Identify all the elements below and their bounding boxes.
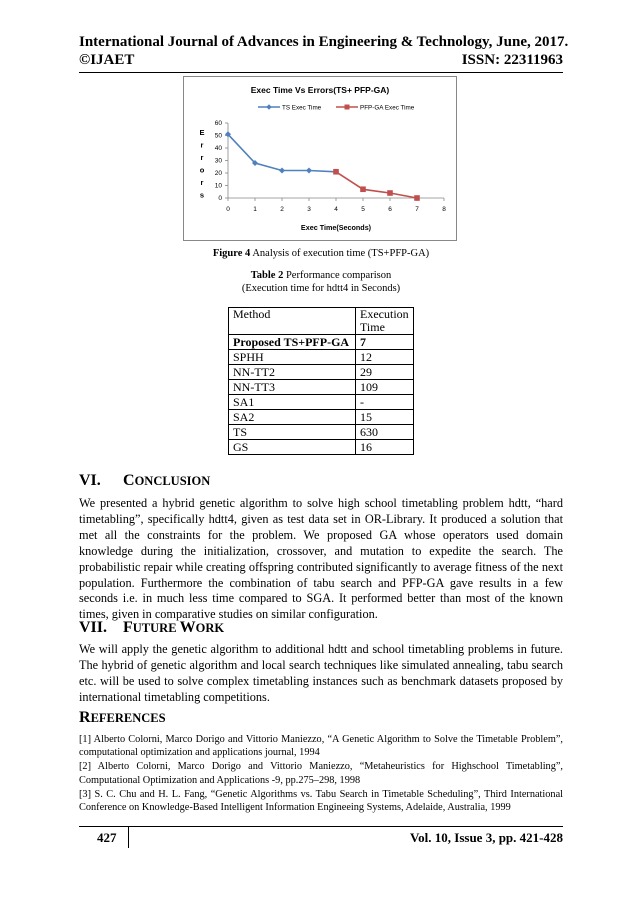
cell-time: 630	[356, 425, 414, 440]
y-tick-label: 10	[214, 182, 222, 190]
x-tick-label: 6	[388, 206, 392, 213]
performance-table	[228, 307, 414, 455]
cell-method: NN-TT3	[229, 380, 356, 395]
section-heading-conclusion: VI. CONCLUSION	[79, 472, 211, 489]
data-point	[387, 190, 393, 196]
y-tick-label: 60	[214, 120, 222, 128]
y-tick-label: 0	[218, 195, 222, 203]
conclusion-paragraph: We presented a hybrid genetic algorithm to solve high school timetabling problem hdtt, “hard timetabling”, specifically hdtt4, given as test data set in OR-Library. It produced a solution that met all the constraints for the problem. We proposed GA whose operators used domain knowledge during the initialization, crossover, and mutation to expedite the search. The probabilistic repair while creating offspring contributed significantly to average fitness of the next population. Furthermore the combination of tabu search and PFP-GA gave results in a few seconds i.e. in much less time compared to SGA. It performed better than most of the known times, given in comparative studies on similar configuration.	[79, 496, 563, 622]
journal-title: International Journal of Advances in Engineering & Technology, June, 2017.	[79, 34, 569, 50]
table-row	[229, 335, 414, 350]
series-line-1	[336, 172, 417, 198]
cell-time: 109	[356, 380, 414, 395]
series-line-0	[228, 134, 336, 172]
x-axis-label: Exec Time(Seconds)	[300, 223, 372, 232]
cell-time: 12	[356, 350, 414, 365]
table-row	[229, 440, 414, 455]
y-axis-label-char: r	[200, 153, 204, 162]
cell-time: -	[356, 395, 414, 410]
x-tick-label: 7	[415, 206, 419, 213]
header-rule	[79, 72, 563, 73]
legend-label-0: TS Exec Time	[282, 104, 322, 112]
table-row	[229, 425, 414, 440]
cell-method: GS	[229, 440, 356, 455]
y-tick-label: 30	[214, 157, 222, 165]
cell-time: 7	[356, 335, 414, 350]
cell-method: Proposed TS+PFP-GA	[229, 335, 356, 350]
y-tick-label: 50	[214, 132, 222, 140]
cell-method: TS	[229, 425, 356, 440]
figure-caption: Figure 4 Analysis of execution time (TS+PFP-GA)	[212, 248, 430, 259]
legend-marker-0	[266, 104, 271, 109]
page-number: 427	[97, 830, 117, 845]
cell-time: 16	[356, 440, 414, 455]
x-tick-label: 2	[280, 206, 284, 213]
table-caption-line2: (Execution time for hdtt4 in Seconds)	[241, 283, 401, 294]
issn: ISSN: 22311963	[461, 52, 563, 68]
table-row	[229, 380, 414, 395]
footer-separator	[128, 827, 129, 848]
section-heading-future-work: VII. FUTURE WORK	[79, 619, 225, 636]
y-axis-label-char: s	[199, 190, 205, 200]
header-line-2	[79, 52, 563, 69]
table-caption: Table 2 Performance comparison	[250, 270, 392, 281]
table-row	[229, 410, 414, 425]
chart-title: Exec Time Vs Errors(TS+ PFP-GA)	[250, 85, 390, 95]
x-tick-label: 5	[361, 206, 365, 213]
cell-method: SA2	[229, 410, 356, 425]
y-axis-label-char: r	[200, 178, 204, 187]
y-tick-label: 40	[214, 145, 222, 153]
future-work-paragraph: We will apply the genetic algorithm to additional hdtt and school timetabling problems in future. The hybrid of genetic algorithm and local search techniques like simulated annealing, tabu search etc. will be used to solve complex timetabling instances such as benchmark datasets proposed by international timetabling competitions.	[79, 642, 563, 704]
cell-time: 15	[356, 410, 414, 425]
copyright: ©IJAET	[79, 52, 135, 68]
x-tick-label: 0	[226, 206, 230, 213]
data-point	[360, 186, 366, 192]
y-axis-label-char: r	[200, 140, 204, 150]
data-point	[306, 168, 312, 174]
volume-info: Vol. 10, Issue 3, pp. 421-428	[409, 830, 563, 845]
chart-svg	[184, 77, 456, 240]
legend-label-1: PFP-GA Exec Time	[360, 104, 415, 112]
header-exec-time: Execution Time	[356, 308, 414, 335]
y-axis-label-char: E	[199, 128, 205, 137]
table-header-row	[229, 308, 414, 335]
y-tick-label: 20	[214, 170, 222, 178]
table-row	[229, 365, 414, 380]
x-tick-label: 1	[253, 206, 257, 213]
header-method: Method	[229, 308, 356, 335]
section-heading-references: REFERENCES	[79, 709, 166, 726]
y-axis-label-char: o	[199, 165, 205, 175]
legend-marker-1	[345, 105, 350, 110]
data-point	[333, 169, 339, 175]
reference-item: [2] Alberto Colorni, Marco Dorigo and Vittorio Maniezzo, “Metaheuristics for Highschool Timetabling”, Computational Optimization and Applications -9, pp.275–298, 1998	[79, 761, 563, 786]
data-point	[414, 195, 420, 201]
x-tick-label: 8	[442, 206, 446, 213]
table-row	[229, 350, 414, 365]
cell-method: SA1	[229, 395, 356, 410]
x-tick-label: 3	[307, 206, 311, 213]
footer-rule	[79, 826, 563, 827]
reference-item: [1] Alberto Colorni, Marco Dorigo and Vittorio Maniezzo, “A Genetic Algorithm to Solve the Timetable Problem”, computational optimization and applications journal, 1994	[79, 734, 563, 759]
cell-time: 29	[356, 365, 414, 380]
cell-method: NN-TT2	[229, 365, 356, 380]
reference-item: [3] S. C. Chu and H. L. Fang, “Genetic Algorithms vs. Tabu Search in Timetable Scheduling”, Third International Conference on Knowledge-Based Intelligent Information Engineeing Systems, Adelaide, Australia, 1999	[79, 788, 563, 814]
table-row	[229, 395, 414, 410]
reference-list	[79, 733, 563, 815]
x-tick-label: 4	[334, 206, 338, 213]
data-point	[279, 168, 285, 174]
cell-method: SPHH	[229, 350, 356, 365]
figure-4-chart	[183, 76, 457, 241]
